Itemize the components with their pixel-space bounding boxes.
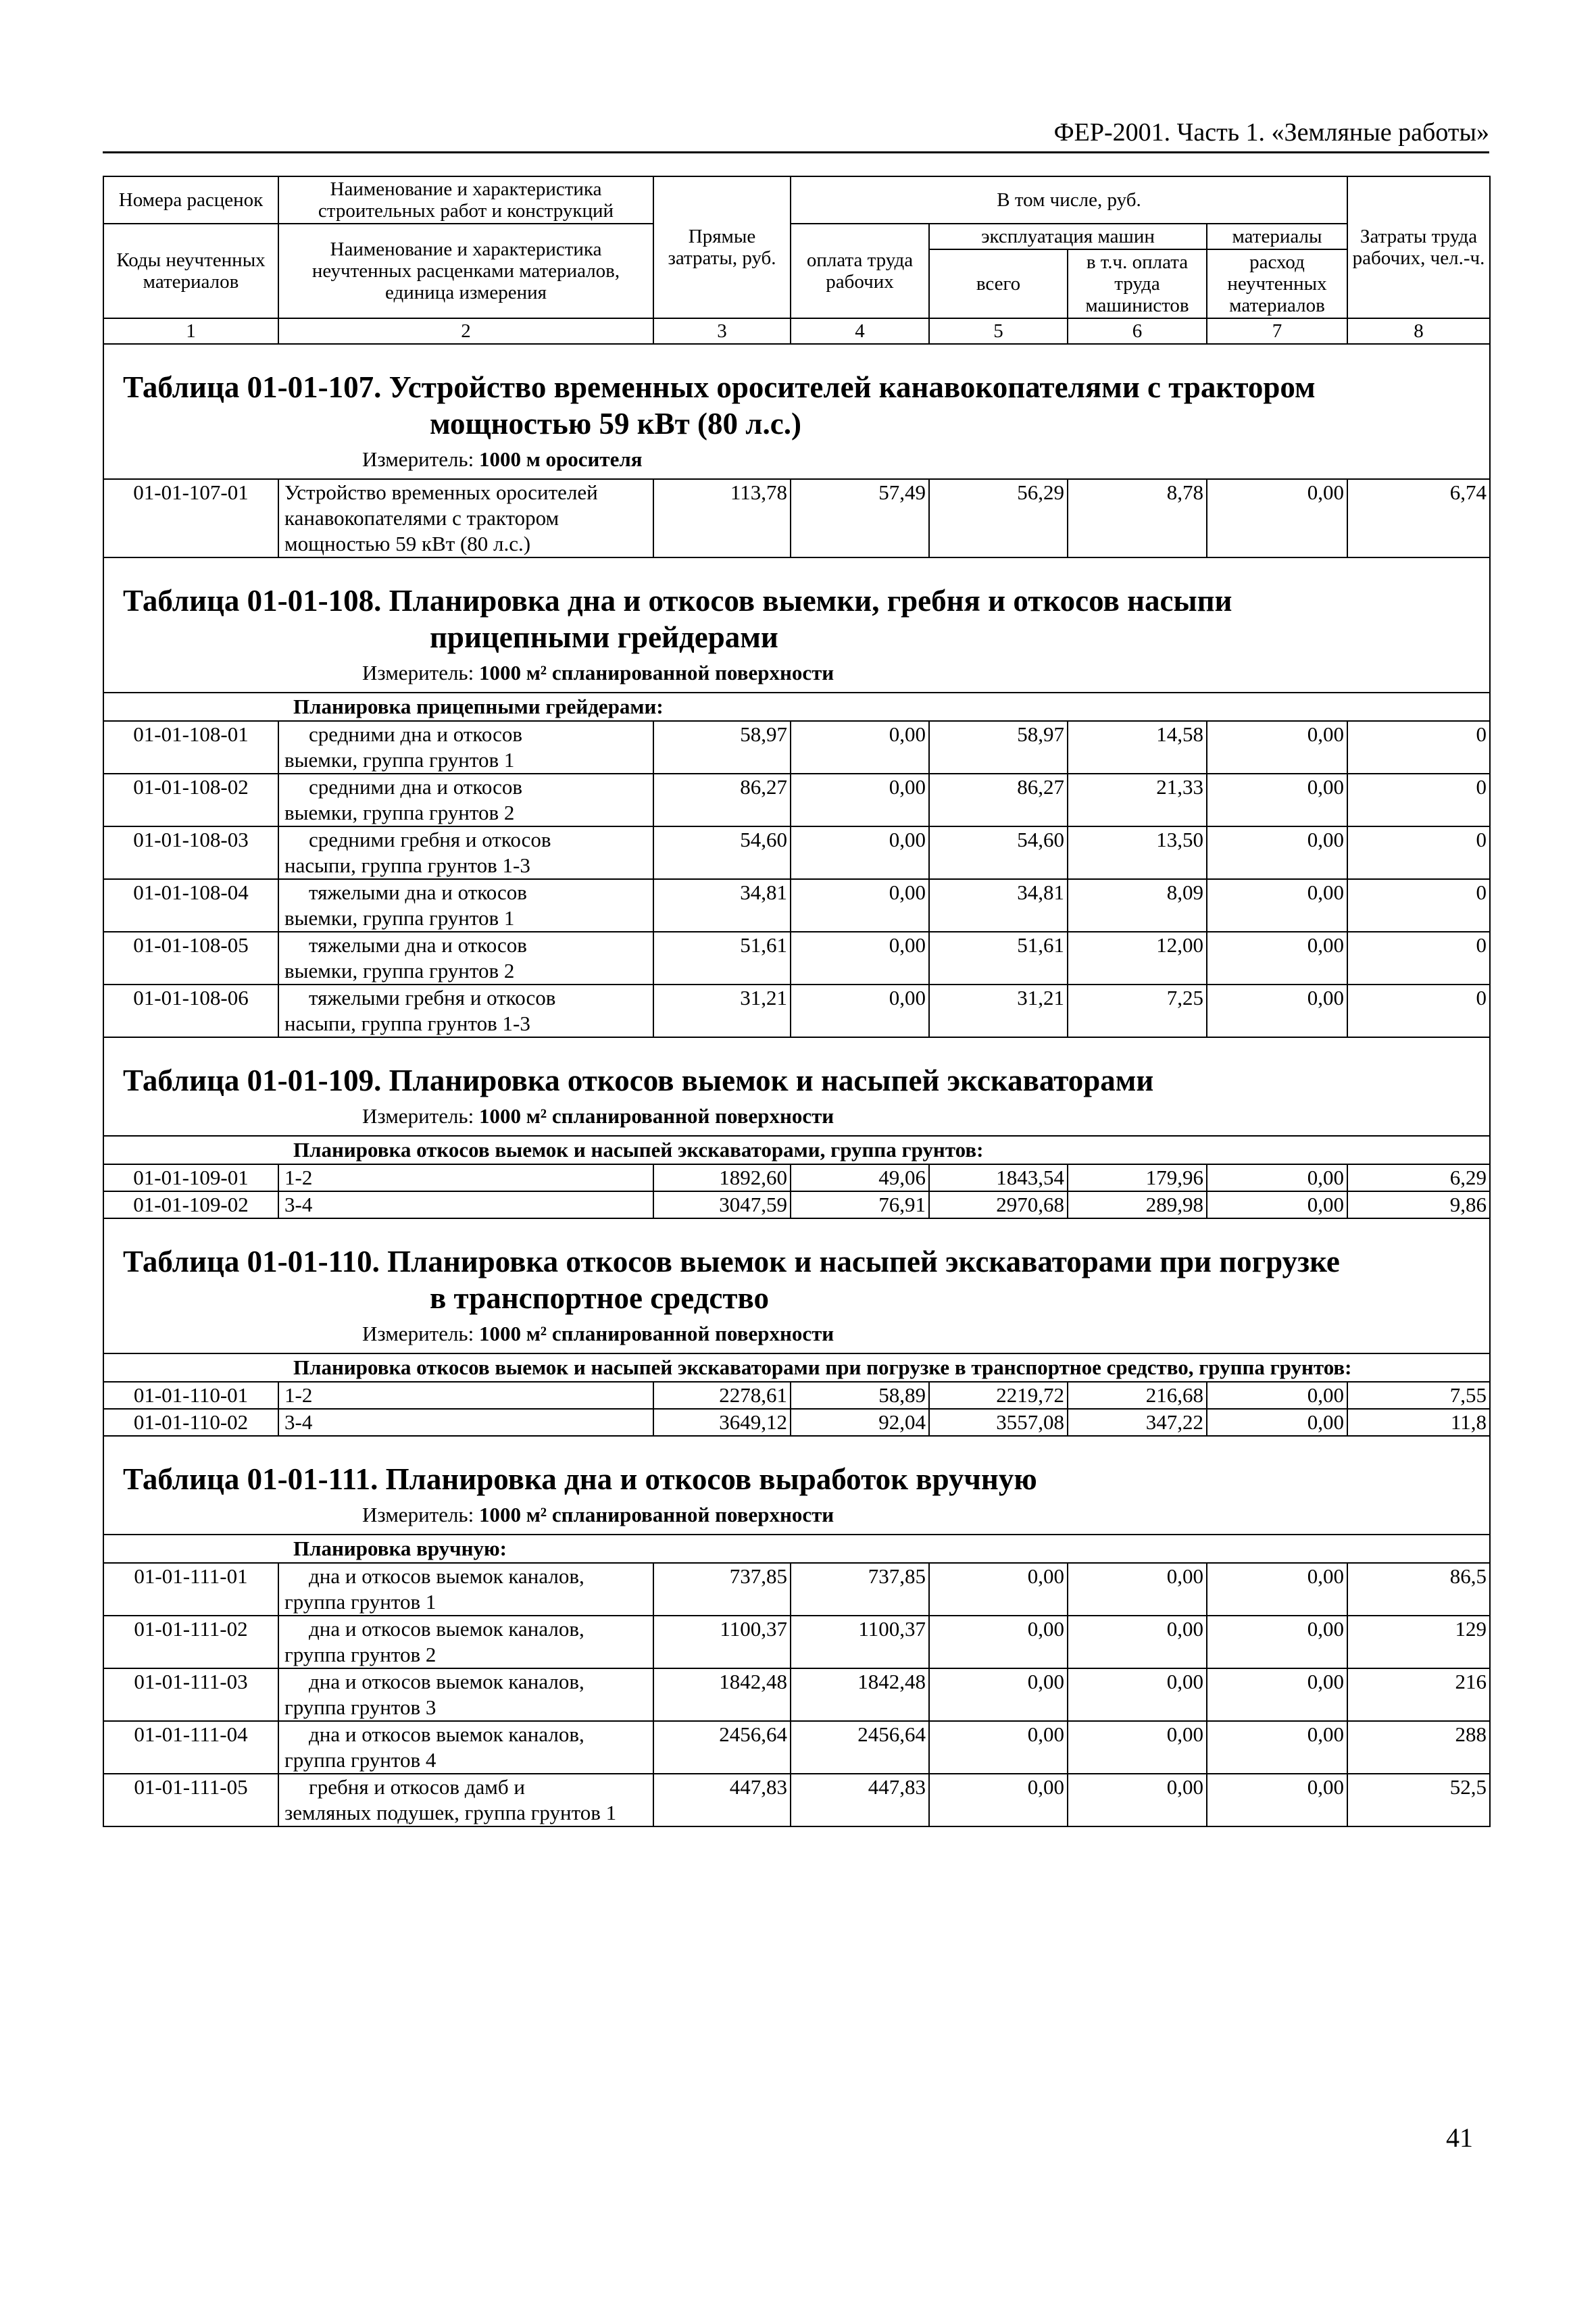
section-title-row [103, 557, 1490, 693]
rate-name: Устройство временных оросителей канавокопателями с трактором мощностью 59 кВт (80 л.с.) [284, 480, 598, 555]
materials-cost: 0,00 [1207, 985, 1347, 1037]
col-num: 1 [103, 318, 278, 344]
machines-total: 56,29 [929, 479, 1068, 557]
machines-wages: 14,58 [1068, 721, 1207, 774]
table-row [103, 479, 1490, 557]
rate-name-cell [278, 932, 653, 985]
col-num: 8 [1347, 318, 1490, 344]
machines-wages: 0,00 [1068, 1563, 1207, 1616]
wages: 0,00 [791, 721, 929, 774]
labor: 52,5 [1347, 1774, 1490, 1826]
rate-name-cell [278, 1563, 653, 1616]
materials-cost: 0,00 [1207, 1616, 1347, 1668]
header-wages: оплата труда рабочих [791, 224, 929, 318]
table-row [103, 1774, 1490, 1826]
materials-cost: 0,00 [1207, 1721, 1347, 1774]
meter [123, 1497, 1489, 1527]
materials-cost: 0,00 [1207, 879, 1347, 932]
meter [123, 1099, 1489, 1128]
wages: 0,00 [791, 879, 929, 932]
rate-name-cont: группа грунтов 2 [284, 1643, 437, 1666]
header-labor: Затраты труда рабочих, чел.-ч. [1347, 176, 1490, 318]
table-title-continued: прицепными грейдерами [430, 620, 778, 654]
machines-total: 2219,72 [929, 1382, 1068, 1409]
header-codes-top: Номера расценок [103, 176, 278, 224]
table-row [103, 932, 1490, 985]
rate-name-cont: насыпи, группа грунтов 1-3 [284, 853, 530, 877]
rate-name-cell [278, 1668, 653, 1721]
table-title [123, 1461, 1489, 1497]
col-num: 6 [1068, 318, 1207, 344]
table-row [103, 1409, 1490, 1436]
machines-wages: 0,00 [1068, 1774, 1207, 1826]
machines-wages: 8,09 [1068, 879, 1207, 932]
table-row [103, 1164, 1490, 1191]
wages: 0,00 [791, 826, 929, 879]
wages: 737,85 [791, 1563, 929, 1616]
rate-name: 3-4 [284, 1193, 313, 1216]
labor: 6,74 [1347, 479, 1490, 557]
table-row [103, 721, 1490, 774]
rate-name: средними дна и откосов [309, 722, 523, 746]
materials-cost: 0,00 [1207, 826, 1347, 879]
rate-name-cell [278, 774, 653, 826]
direct-costs: 3047,59 [653, 1191, 791, 1218]
materials-cost: 0,00 [1207, 1191, 1347, 1218]
rate-name-cell [278, 479, 653, 557]
machines-total: 86,27 [929, 774, 1068, 826]
table-row [103, 985, 1490, 1037]
rate-name-cont: выемки, группа грунтов 1 [284, 906, 515, 930]
labor: 9,86 [1347, 1191, 1490, 1218]
table-title-text: Таблица 01-01-110. Планировка откосов выемок и насыпей экскаваторами при погрузке [123, 1245, 1340, 1278]
rate-name: тяжелыми гребня и откосов [309, 986, 556, 1010]
machines-total: 51,61 [929, 932, 1068, 985]
machines-wages: 0,00 [1068, 1616, 1207, 1668]
labor: 7,55 [1347, 1382, 1490, 1409]
meter-label: Измеритель: [362, 447, 479, 471]
direct-costs: 113,78 [653, 479, 791, 557]
section-title-row [103, 1037, 1490, 1136]
machines-wages: 0,00 [1068, 1668, 1207, 1721]
meter-label: Измеритель: [362, 1104, 479, 1128]
direct-costs: 2456,64 [653, 1721, 791, 1774]
table-row [103, 879, 1490, 932]
rate-name-cont: выемки, группа грунтов 2 [284, 801, 515, 824]
machines-total: 3557,08 [929, 1409, 1068, 1436]
rate-code: 01-01-111-05 [103, 1774, 278, 1826]
machines-total: 0,00 [929, 1616, 1068, 1668]
table-title-continued: мощностью 59 кВт (80 л.с.) [430, 407, 801, 441]
wages: 76,91 [791, 1191, 929, 1218]
machines-wages: 12,00 [1068, 932, 1207, 985]
labor: 0 [1347, 721, 1490, 774]
rate-code: 01-01-108-04 [103, 879, 278, 932]
rate-name: 1-2 [284, 1166, 313, 1189]
col-num: 4 [791, 318, 929, 344]
meter-unit: 1000 м² спланированной поверхности [478, 661, 834, 684]
header-machines-wages: в т.ч. оплата труда машинистов [1068, 249, 1207, 318]
col-num: 3 [653, 318, 791, 344]
table-row [103, 774, 1490, 826]
rate-code: 01-01-108-06 [103, 985, 278, 1037]
section-title-row [103, 1218, 1490, 1353]
group-heading-row [103, 1136, 1490, 1164]
materials-cost: 0,00 [1207, 1382, 1347, 1409]
rate-name-cont: группа грунтов 1 [284, 1590, 437, 1614]
wages: 0,00 [791, 985, 929, 1037]
rate-code: 01-01-108-05 [103, 932, 278, 985]
table-row [103, 1563, 1490, 1616]
meter-label: Измеритель: [362, 1322, 479, 1345]
header-direct-costs: Прямые затраты, руб. [653, 176, 791, 318]
meter-label: Измеритель: [362, 661, 479, 684]
running-head: ФЕР-2001. Часть 1. «Земляные работы» [103, 114, 1489, 153]
machines-wages: 13,50 [1068, 826, 1207, 879]
table-title-text: Таблица 01-01-109. Планировка откосов выемок и насыпей экскаваторами [123, 1064, 1154, 1097]
table-row [103, 1668, 1490, 1721]
header-name-top: Наименование и характеристика строительных работ и конструкций [278, 176, 653, 224]
rate-code: 01-01-108-02 [103, 774, 278, 826]
rate-name-cont: насыпи, группа грунтов 1-3 [284, 1012, 530, 1035]
rate-name: дна и откосов выемок каналов, [309, 1670, 584, 1693]
meter-unit: 1000 м оросителя [478, 447, 643, 471]
machines-wages: 179,96 [1068, 1164, 1207, 1191]
header-machines: эксплуатация машин [929, 224, 1207, 249]
header-codes-bottom: Коды неучтенных материалов [103, 224, 278, 318]
labor: 86,5 [1347, 1563, 1490, 1616]
rate-name: дна и откосов выемок каналов, [309, 1722, 584, 1746]
direct-costs: 1842,48 [653, 1668, 791, 1721]
direct-costs: 737,85 [653, 1563, 791, 1616]
header-name-bottom: Наименование и характеристика неучтенных расценками материалов, единица измерения [278, 224, 653, 318]
labor: 11,8 [1347, 1409, 1490, 1436]
meter-unit: 1000 м² спланированной поверхности [478, 1322, 834, 1345]
machines-total: 0,00 [929, 1774, 1068, 1826]
machines-wages: 7,25 [1068, 985, 1207, 1037]
rate-code: 01-01-108-03 [103, 826, 278, 879]
wages: 58,89 [791, 1382, 929, 1409]
meter [123, 655, 1489, 685]
machines-total: 0,00 [929, 1563, 1068, 1616]
rate-name-cell [278, 1382, 653, 1409]
group-heading: Планировка прицепными грейдерами: [293, 695, 664, 718]
materials-cost: 0,00 [1207, 1409, 1347, 1436]
table-title-text: Таблица 01-01-111. Планировка дна и откосов выработок вручную [123, 1462, 1037, 1496]
wages: 1100,37 [791, 1616, 929, 1668]
table-title [123, 1243, 1489, 1316]
wages: 57,49 [791, 479, 929, 557]
col-num: 7 [1207, 318, 1347, 344]
rate-code: 01-01-111-03 [103, 1668, 278, 1721]
rate-name-cont: выемки, группа грунтов 1 [284, 748, 515, 772]
rate-name-cell [278, 1191, 653, 1218]
rate-code: 01-01-111-02 [103, 1616, 278, 1668]
section-title-row [103, 1436, 1490, 1535]
col-num: 5 [929, 318, 1068, 344]
materials-cost: 0,00 [1207, 721, 1347, 774]
header-materials-cost: расход неучтенных материалов [1207, 249, 1347, 318]
table-row [103, 1382, 1490, 1409]
machines-wages: 8,78 [1068, 479, 1207, 557]
labor: 6,29 [1347, 1164, 1490, 1191]
rate-name-cont: группа грунтов 4 [284, 1748, 437, 1772]
rate-name-cont: группа грунтов 3 [284, 1695, 437, 1719]
materials-cost: 0,00 [1207, 1164, 1347, 1191]
wages: 2456,64 [791, 1721, 929, 1774]
rate-name: тяжелыми дна и откосов [309, 880, 527, 904]
labor: 0 [1347, 985, 1490, 1037]
header-machines-total: всего [929, 249, 1068, 318]
machines-total: 1843,54 [929, 1164, 1068, 1191]
labor: 216 [1347, 1668, 1490, 1721]
rate-name-cell [278, 1164, 653, 1191]
table-title [123, 369, 1489, 442]
table-header [103, 176, 1490, 344]
col-num: 2 [278, 318, 653, 344]
labor: 0 [1347, 879, 1490, 932]
rate-name-cell [278, 1409, 653, 1436]
rate-name-cell [278, 721, 653, 774]
rate-name-cell [278, 879, 653, 932]
rate-code: 01-01-111-04 [103, 1721, 278, 1774]
rate-name: 3-4 [284, 1410, 313, 1434]
machines-wages: 21,33 [1068, 774, 1207, 826]
meter-label: Измеритель: [362, 1503, 479, 1526]
group-heading-row [103, 1535, 1490, 1563]
rate-name: дна и откосов выемок каналов, [309, 1564, 584, 1588]
table-title [123, 1062, 1489, 1099]
rate-name: тяжелыми дна и откосов [309, 933, 527, 957]
materials-cost: 0,00 [1207, 774, 1347, 826]
labor: 129 [1347, 1616, 1490, 1668]
rate-code: 01-01-110-01 [103, 1382, 278, 1409]
meter [123, 442, 1489, 472]
table-title-text: Таблица 01-01-108. Планировка дна и откосов выемки, гребня и откосов насыпи [123, 584, 1232, 618]
machines-total: 0,00 [929, 1668, 1068, 1721]
rate-code: 01-01-111-01 [103, 1563, 278, 1616]
rate-code: 01-01-110-02 [103, 1409, 278, 1436]
labor: 288 [1347, 1721, 1490, 1774]
materials-cost: 0,00 [1207, 1668, 1347, 1721]
direct-costs: 447,83 [653, 1774, 791, 1826]
wages: 0,00 [791, 932, 929, 985]
materials-cost: 0,00 [1207, 479, 1347, 557]
labor: 0 [1347, 826, 1490, 879]
meter [123, 1316, 1489, 1346]
group-heading: Планировка вручную: [293, 1537, 507, 1560]
machines-total: 0,00 [929, 1721, 1068, 1774]
rate-name: дна и откосов выемок каналов, [309, 1617, 584, 1641]
table-row [103, 1721, 1490, 1774]
meter-unit: 1000 м² спланированной поверхности [478, 1104, 834, 1128]
direct-costs: 34,81 [653, 879, 791, 932]
rate-name-cell [278, 826, 653, 879]
rate-name-cell [278, 1721, 653, 1774]
group-heading-row [103, 1353, 1490, 1382]
direct-costs: 1892,60 [653, 1164, 791, 1191]
table-body [103, 344, 1490, 1826]
page-number: 41 [1446, 2122, 1473, 2153]
machines-wages: 0,00 [1068, 1721, 1207, 1774]
section-title-row [103, 344, 1490, 479]
direct-costs: 58,97 [653, 721, 791, 774]
machines-wages: 216,68 [1068, 1382, 1207, 1409]
machines-total: 34,81 [929, 879, 1068, 932]
group-heading: Планировка откосов выемок и насыпей экскаваторами при погрузке в транспортное средство, группа грунтов: [293, 1355, 1352, 1379]
materials-cost: 0,00 [1207, 932, 1347, 985]
machines-wages: 289,98 [1068, 1191, 1207, 1218]
direct-costs: 51,61 [653, 932, 791, 985]
table-row [103, 826, 1490, 879]
rates-table [103, 176, 1491, 1827]
direct-costs: 31,21 [653, 985, 791, 1037]
table-title-continued: в транспортное средство [430, 1281, 769, 1315]
rate-name-cont: выемки, группа грунтов 2 [284, 959, 515, 982]
table-title [123, 582, 1489, 655]
rate-name-cont: земляных подушек, группа грунтов 1 [284, 1801, 617, 1824]
rate-code: 01-01-109-02 [103, 1191, 278, 1218]
rate-name: средними гребня и откосов [309, 828, 551, 851]
direct-costs: 54,60 [653, 826, 791, 879]
table-title-text: Таблица 01-01-107. Устройство временных оросителей канавокопателями с трактором [123, 370, 1316, 404]
machines-total: 31,21 [929, 985, 1068, 1037]
table-row [103, 1616, 1490, 1668]
direct-costs: 1100,37 [653, 1616, 791, 1668]
group-heading-row [103, 693, 1490, 721]
wages: 0,00 [791, 774, 929, 826]
header-in-total: В том числе, руб. [791, 176, 1347, 224]
rate-name-cell [278, 1774, 653, 1826]
labor: 0 [1347, 932, 1490, 985]
rate-name: гребня и откосов дамб и [309, 1775, 525, 1799]
wages: 1842,48 [791, 1668, 929, 1721]
direct-costs: 86,27 [653, 774, 791, 826]
rate-name-cell [278, 1616, 653, 1668]
machines-total: 58,97 [929, 721, 1068, 774]
materials-cost: 0,00 [1207, 1563, 1347, 1616]
machines-total: 54,60 [929, 826, 1068, 879]
rate-code: 01-01-108-01 [103, 721, 278, 774]
wages: 49,06 [791, 1164, 929, 1191]
rate-name: средними дна и откосов [309, 775, 523, 799]
machines-wages: 347,22 [1068, 1409, 1207, 1436]
materials-cost: 0,00 [1207, 1774, 1347, 1826]
header-materials: материалы [1207, 224, 1347, 249]
meter-unit: 1000 м² спланированной поверхности [478, 1503, 834, 1526]
wages: 447,83 [791, 1774, 929, 1826]
rate-code: 01-01-107-01 [103, 479, 278, 557]
wages: 92,04 [791, 1409, 929, 1436]
header-column-numbers [103, 318, 1490, 344]
labor: 0 [1347, 774, 1490, 826]
group-heading: Планировка откосов выемок и насыпей экскаваторами, группа грунтов: [293, 1138, 984, 1162]
rate-name: 1-2 [284, 1383, 313, 1407]
rate-code: 01-01-109-01 [103, 1164, 278, 1191]
rate-name-cell [278, 985, 653, 1037]
table-row [103, 1191, 1490, 1218]
direct-costs: 3649,12 [653, 1409, 791, 1436]
direct-costs: 2278,61 [653, 1382, 791, 1409]
machines-total: 2970,68 [929, 1191, 1068, 1218]
